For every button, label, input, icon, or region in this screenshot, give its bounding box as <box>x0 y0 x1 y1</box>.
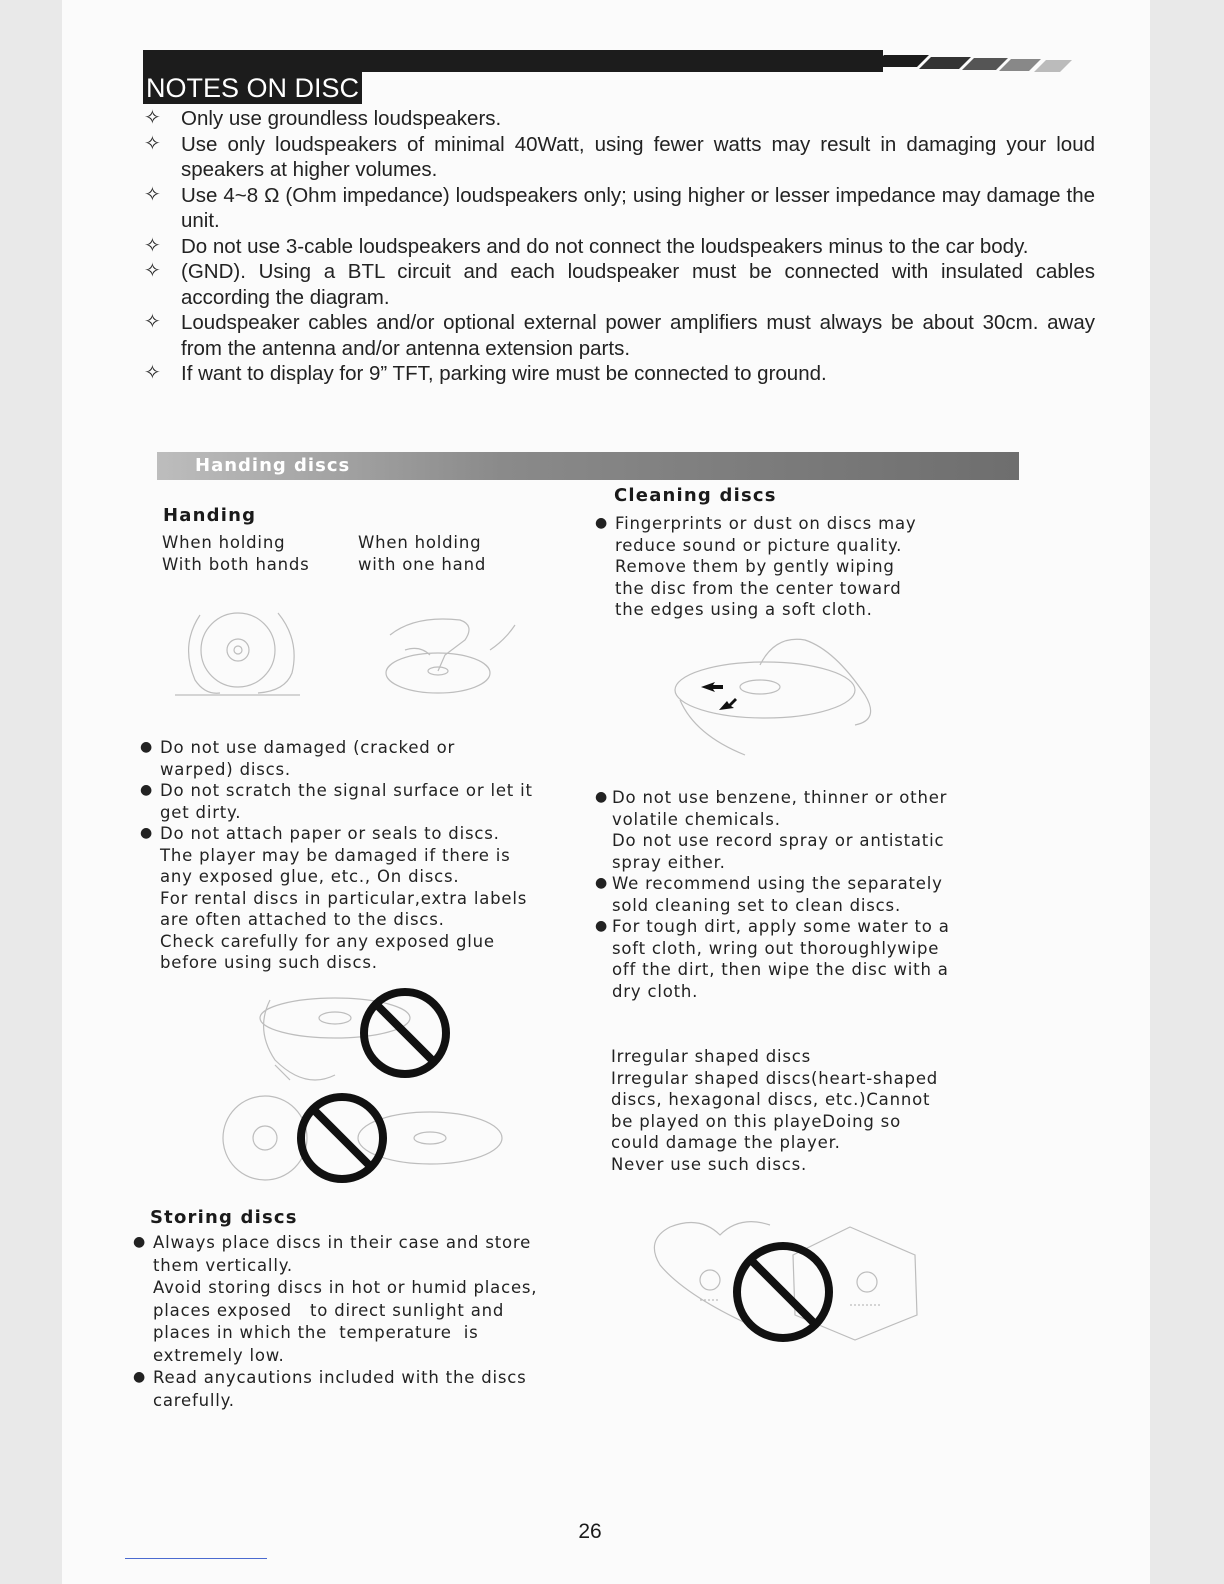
caption-one-hand: When holding with one hand <box>358 533 487 574</box>
page-title: NOTES ON DISC <box>143 72 362 104</box>
page-number: 26 <box>578 1520 602 1543</box>
diamond-star-icon: ✧ <box>144 132 161 155</box>
dot-icon: ● <box>595 918 609 934</box>
list-item: ● For tough dirt, apply some water to a soft cloth, wring out thoroughlywipe off the dirt, then wipe the disc with a dry cloth. <box>595 917 950 1001</box>
irregular-disc-illustration <box>645 1215 935 1345</box>
footer-line <box>125 1558 267 1559</box>
notes-list <box>143 106 1095 387</box>
dot-icon: ● <box>595 789 609 805</box>
list-item: ● Read anycautions included with the discs carefully. <box>133 1367 593 1412</box>
list-item: ● Do not use damaged (cracked or warped) discs. <box>140 738 456 779</box>
dot-icon: ● <box>140 825 154 841</box>
storing-bullets <box>133 1232 593 1412</box>
list-item: ✧ Do not use 3-cable loudspeakers and do not connect the loudspeakers minus to the car body. <box>144 234 1029 258</box>
cleaning-heading: Cleaning discs <box>614 485 777 506</box>
caption-both-hands: When holding With both hands <box>162 533 310 574</box>
list-item: ✧ Only use groundless loudspeakers. <box>144 107 502 130</box>
handing-illustration <box>160 595 530 730</box>
damaged-disc-illustration <box>215 980 515 1190</box>
dot-icon: ● <box>140 782 154 798</box>
storing-heading: Storing discs <box>150 1207 298 1228</box>
list-item: ✧ If want to display for 9” TFT, parking wire must be connected to ground. <box>144 362 827 385</box>
left-bullets <box>140 737 580 974</box>
two-hands-disc-drawing <box>175 613 300 695</box>
cleaning-illustration <box>665 625 905 765</box>
header-band <box>143 50 883 72</box>
list-item: ● We recommend using the separately sold cleaning set to clean discs. <box>595 874 943 915</box>
dot-icon: ● <box>133 1369 147 1385</box>
arrow-left-icon <box>701 682 723 692</box>
cleaning-bullets <box>595 787 1005 1002</box>
list-item: ● Always place discs in their case and store them vertically. Avoid storing discs in hot or humid places, places exposed to direct sunlight and places in which the temperature is extremely low. <box>133 1232 593 1367</box>
diamond-star-icon: ✧ <box>144 260 161 282</box>
list-item: ✧ Loudspeaker cables and/or optional external power amplifiers must always be about 30cm. away from the antenna and/or antenna extension parts. <box>144 311 1095 360</box>
dot-icon: ● <box>140 739 154 755</box>
dot-icon: ● <box>595 515 609 531</box>
list-item: ✧ Use 4~8 Ω (Ohm impedance) loudspeakers only; using higher or lesser impedance may damage the unit. <box>144 183 1095 232</box>
diamond-star-icon: ✧ <box>144 107 161 129</box>
list-item: ✧ (GND). Using a BTL circuit and each loudspeaker must be connected with insulated cables according the diagram. <box>144 260 1095 309</box>
list-item: ● Do not scratch the signal surface or let it get dirty. <box>140 781 533 822</box>
list-item: ● Do not attach paper or seals to discs. The player may be damaged if there is any exposed glue, etc., On discs. For rental discs in particular,extra labels are often attached to the discs. Check carefully for any exposed glue before using such discs. <box>140 824 528 972</box>
one-hand-disc-drawing <box>386 619 515 693</box>
list-item: ● Do not use benzene, thinner or other volatile chemicals. Do not use record spray or antistatic spray either. <box>595 788 948 872</box>
handing-heading: Handing <box>163 505 257 526</box>
irregular-discs-text: Irregular shaped discs Irregular shaped discs(heart-shaped discs, hexagonal discs, etc.)Cannot be played on this playeDoing so could damage the player. Never use such discs. <box>611 1047 939 1174</box>
list-item: ● Fingerprints or dust on discs may reduce sound or picture quality. Remove them by gently wiping the disc from the center toward the edges using a soft cloth. <box>595 514 917 619</box>
cleaning-first <box>595 513 975 621</box>
diamond-star-icon: ✧ <box>144 234 161 257</box>
dot-icon: ● <box>133 1234 147 1250</box>
list-item: ✧ Use only loudspeakers of minimal 40Watt, using fewer watts may result in damaging your loud speakers at higher volumes. <box>144 132 1095 181</box>
diamond-star-icon: ✧ <box>144 311 161 333</box>
diamond-star-icon: ✧ <box>144 183 161 206</box>
diamond-star-icon: ✧ <box>144 362 161 384</box>
dot-icon: ● <box>595 875 609 891</box>
arrow-down-left-icon <box>719 698 737 710</box>
section-title: Handing discs <box>195 455 351 476</box>
